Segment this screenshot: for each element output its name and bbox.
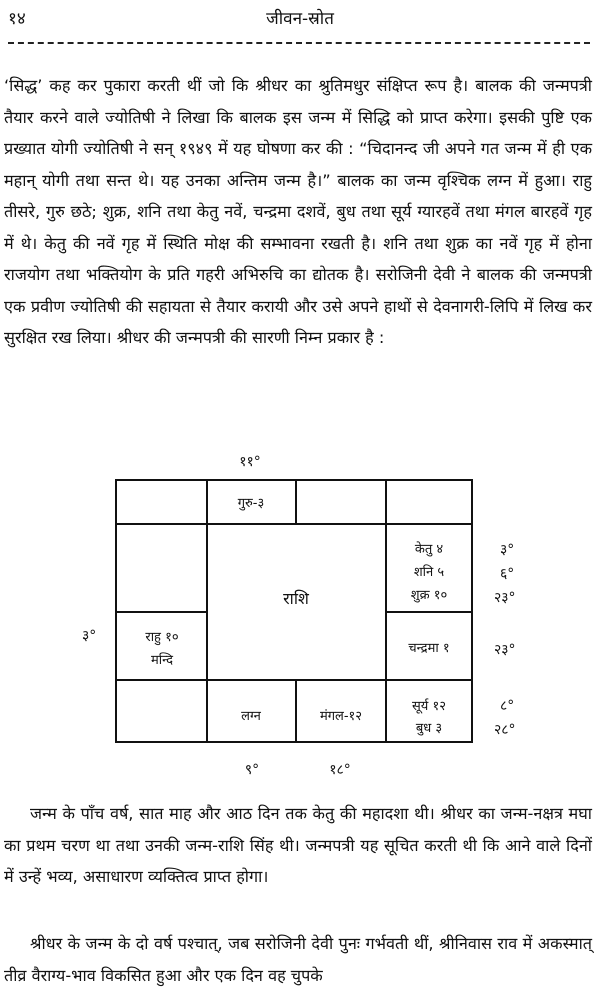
cell-rahu: राहु १० [145,630,179,645]
left-degree-label: ३° [82,628,97,644]
cell-shani: शनि ५ [413,565,445,580]
cell-guru: गुरु-३ [237,496,265,511]
cell-rashi-center: राशि [283,589,309,608]
bottom-degree-label: १८° [329,762,351,778]
paragraph-2: जन्म के पाँच वर्ष, सात माह और आठ दिन तक केतु की महादशा थी। श्रीधर का जन्म-नक्षत्र मघा का प्रथम चरण था तथा उनकी जन्म-राशि सिंह थी। जन्मपत्री यह सूचित करती थी कि आने वाले दिनों में उन्हें भव्य, असाधारण व्यक्तित्व प्राप्त होगा। [4,804,592,886]
top-degree-label: ११° [239,454,261,470]
header-divider [8,42,590,44]
cell-mangal: मंगल-१२ [319,709,363,724]
right-degree-label: २३° [494,590,516,606]
right-degree-label: २८° [494,722,516,738]
horoscope-svg [0,440,600,780]
right-degree-label: ६° [500,566,515,582]
right-degree-label: ८° [500,698,515,714]
cell-mandi: मन्दि [150,653,174,668]
horoscope-chart [0,440,600,780]
paragraph-1: ‘सिद्ध’ कह कर पुकारा करती थीं जो कि श्रीधर का श्रुतिमधुर संक्षिप्त रूप है। बालक की जन्मपत्री तैयार करने वाले ज्योतिषी ने लिखा कि बालक इस जन्म में सिद्धि को प्राप्त करेगा। इसकी पुष्टि एक प्रख्यात योगी ज्योतिषी ने सन् १९४९ में यह घोषणा कर की : “चिदानन्द जी अपने गत जन्म में ही एक महान् योगी तथा सन्त थे। यह उनका अन्तिम जन्म है।” बालक का जन्म वृश्चिक लग्न में हुआ। राहु तीसरे, गुरु छठे; शुक्र, शनि तथा केतु नवें, चन्द्रमा दशवें, बुध तथा सूर्य ग्यारहवें तथा मंगल बारहवें गृह में थे। केतु की नवें गृह में स्थिति मोक्ष की सम्भावना रखती है। शनि तथा शुक्र का नवें गृह में होना राजयोग तथा भक्तियोग के प्रति गहरी अभिरुचि का द्योतक है। सरोजिनी देवी ने बालक की जन्मपत्री एक प्रवीण ज्योतिषी की सहायता से तैयार करायी और उसे अपने हाथों से देवनागरी-लिपि में लिख कर सुरक्षित रख लिया। श्रीधर की जन्मपत्री की सारणी निम्न प्रकार है : [4,76,592,347]
right-degree-label: ३° [500,542,515,558]
cell-shukra: शुक्र १० [410,588,448,603]
running-title: जीवन-स्रोत [266,9,334,29]
page-header [8,6,592,30]
cell-ketu: केतु ४ [414,542,444,557]
cell-chandrama: चन्द्रमा १ [408,641,450,656]
right-degree-label: २३° [494,642,516,658]
cell-budh: बुध ३ [415,721,443,736]
cell-surya: सूर्य १२ [412,699,446,714]
paragraph-3: श्रीधर के जन्म के दो वर्ष पश्चात्, जब सरोजिनी देवी पुनः गर्भवती थीं, श्रीनिवास राव में अकस्मात् तीव्र वैराग्य-भाव विकसित हुआ और एक दिन वह चुपके [4,934,592,985]
cell-lagna: लग्न [241,709,261,724]
bottom-degree-label: ९° [244,762,260,778]
page-number: १४ [8,9,26,29]
